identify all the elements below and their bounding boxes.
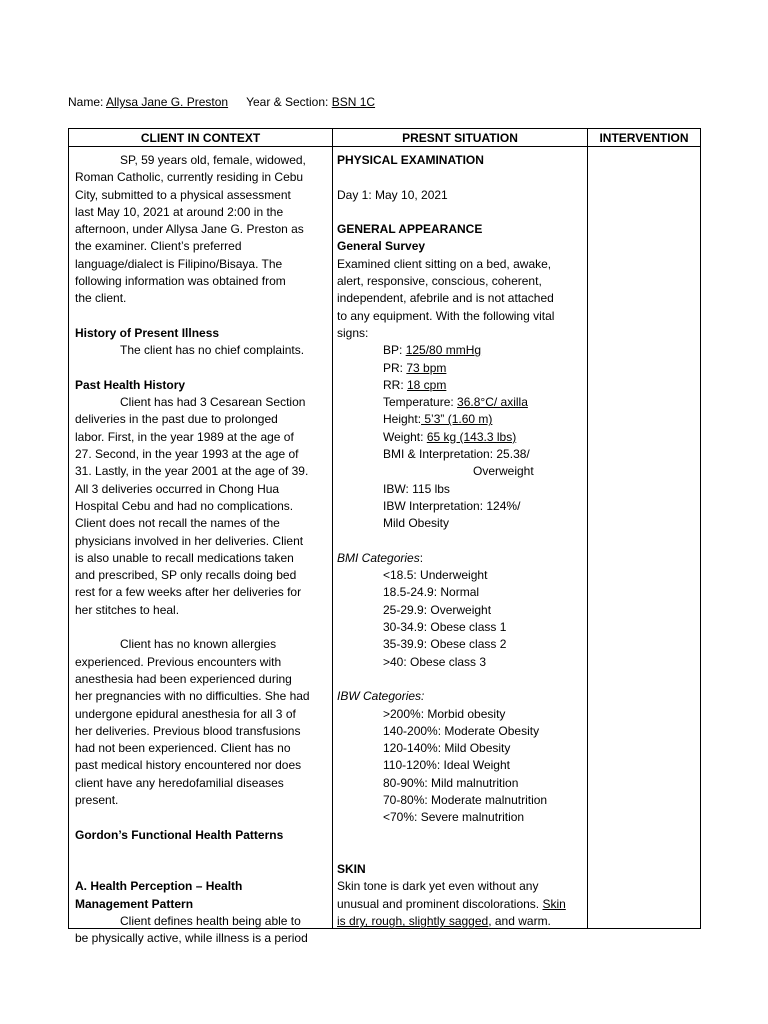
ibw-category: 140-200%: Moderate Obesity (383, 723, 540, 738)
allergy-line: present. (75, 792, 119, 807)
section-value: BSN 1C (331, 95, 376, 109)
pattern-a-heading: A. Health Perception – Health (75, 879, 243, 894)
ibw-category: 80-90%: Mild malnutrition (383, 775, 519, 790)
column-divider-1 (332, 129, 333, 928)
bmi-interpretation-result: Overweight (473, 464, 534, 479)
pattern-a-heading-cont: Management Pattern (75, 896, 194, 911)
allergy-line: her deliveries. Previous blood transfusions (75, 723, 301, 738)
ibw-interpretation: IBW Interpretation: 124%/ (383, 498, 521, 513)
intro-line: SP, 59 years old, female, widowed, (120, 153, 306, 167)
allergy-line: her pregnancies with no difficulties. She had (75, 689, 310, 704)
phh-line: and prescribed, SP only recalls doing bed (75, 568, 297, 583)
column-divider-2 (587, 129, 588, 928)
intro-line: last May 10, 2021 at around 2:00 in the (75, 204, 284, 219)
exam-day: Day 1: May 10, 2021 (337, 187, 448, 202)
skin-line: unusual and prominent discolorations. Skin (337, 896, 566, 911)
ibw-interpretation-result: Mild Obesity (383, 516, 450, 531)
bmi-category: 30-34.9: Obese class 1 (383, 620, 507, 635)
ibw-category: 110-120%: Ideal Weight (383, 758, 510, 773)
phh-line: All 3 deliveries occurred in Chong Hua (75, 481, 280, 496)
skin-line: is dry, rough, slightly sagged, and warm. (337, 914, 551, 929)
phh-line: 31. Lastly, in the year 2001 at the age of 39. (75, 464, 309, 479)
phh-line: deliveries in the past due to prolonged (75, 412, 278, 427)
allergy-line: experienced. Previous encounters with (75, 654, 282, 669)
intro-line: the examiner. Client’s preferred (75, 239, 242, 254)
gs-line: alert, responsive, conscious, coherent, (337, 274, 542, 289)
intro-line: afternoon, under Allysa Jane G. Preston as (75, 222, 304, 237)
name-label: Name: (68, 95, 104, 109)
intro-line: language/dialect is Filipino/Bisaya. The (75, 256, 283, 271)
ga-heading: GENERAL APPEARANCE (337, 222, 483, 237)
ibw-category: >200%: Morbid obesity (383, 706, 506, 721)
allergy-line: anesthesia had been experienced during (75, 671, 292, 686)
ibw-category: <70%: Severe malnutrition (383, 810, 525, 825)
intro-line: the client. (75, 291, 127, 306)
vital-rr: RR: 18 cpm (383, 377, 447, 392)
bmi-category: <18.5: Underweight (383, 568, 488, 583)
pe-heading: PHYSICAL EXAMINATION (337, 153, 484, 167)
assessment-table (68, 128, 701, 946)
bmi-category: 35-39.9: Obese class 2 (383, 637, 507, 652)
header-present-situation: PRESNT SITUATION (402, 131, 518, 145)
phh-line: rest for a few weeks after her deliveries for (75, 585, 302, 600)
skin-heading: SKIN (337, 862, 366, 877)
phh-line: Client has had 3 Cesarean Section (120, 395, 306, 410)
phh-line: labor. First, in the year 1989 at the age of (75, 429, 294, 444)
phh-line: Client does not recall the names of the (75, 516, 280, 531)
pattern-a-line: be physically active, while illness is a period (75, 931, 308, 946)
intervention-column (592, 152, 696, 928)
hpi-text: The client has no chief complaints. (120, 343, 305, 358)
header-client-in-context: CLIENT IN CONTEXT (140, 131, 261, 145)
pattern-a-line: Client defines health being able to (120, 914, 301, 929)
bmi-category: >40: Obese class 3 (383, 654, 487, 669)
gs-line: signs: (337, 325, 369, 340)
vital-weight: Weight: 65 kg (143.3 lbs) (383, 429, 517, 444)
client-in-context-column (75, 152, 329, 946)
ibw-categories-heading: IBW Categories: (337, 689, 425, 704)
phh-line: Hospital Cebu and had no complications. (75, 498, 294, 513)
allergy-line: client have any heredofamilial diseases (75, 775, 284, 790)
bmi-categories-heading: BMI Categories: (337, 550, 424, 565)
phh-heading: Past Health History (75, 377, 186, 392)
bmi-interpretation: BMI & Interpretation: 25.38/ (383, 447, 530, 462)
ibw-category: 120-140%: Mild Obesity (383, 741, 511, 756)
ibw-value: IBW: 115 lbs (383, 481, 450, 496)
gs-heading: General Survey (337, 239, 426, 254)
phh-line: 27. Second, in the year 1993 at the age of (75, 447, 299, 462)
section-label: Year & Section: (246, 95, 329, 109)
intro-line: Roman Catholic, currently residing in Cebu (75, 170, 304, 185)
allergy-line: past medical history encountered nor does (75, 758, 302, 773)
ibw-category: 70-80%: Moderate malnutrition (383, 792, 548, 807)
intro-line: City, submitted to a physical assessment (75, 187, 291, 202)
gs-line: Examined client sitting on a bed, awake, (337, 256, 552, 271)
gs-line: to any equipment. With the following vital (337, 308, 555, 323)
bmi-category: 25-29.9: Overweight (383, 602, 492, 617)
allergy-line: Client has no known allergies (120, 637, 277, 652)
header-intervention: INTERVENTION (599, 131, 689, 145)
bmi-category: 18.5-24.9: Normal (383, 585, 480, 600)
allergy-line: had not been experienced. Client has no (75, 741, 291, 756)
gs-line: independent, afebrile and is not attached (337, 291, 554, 306)
phh-line: her stitches to heal. (75, 602, 180, 617)
intro-line: following information was obtained from (75, 274, 286, 289)
phh-line: physicians involved in her deliveries. Client (75, 533, 304, 548)
present-situation-column (337, 152, 585, 928)
vital-height: Height: 5’3” (1.60 m) (383, 412, 493, 427)
name-value: Allysa Jane G. Preston (106, 95, 229, 109)
vital-bp: BP: 125/80 mmHg (383, 343, 482, 358)
vital-temperature: Temperature: 36.8°C/ axilla (383, 395, 528, 410)
allergy-line: undergone epidural anesthesia for all 3 of (75, 706, 296, 721)
hpi-heading: History of Present Illness (75, 325, 220, 340)
document-header (68, 94, 375, 110)
skin-line: Skin tone is dark yet even without any (337, 879, 539, 894)
phh-line: is also unable to recall medications taken (75, 550, 294, 565)
vital-pr: PR: 73 bpm (383, 360, 447, 375)
gordon-heading: Gordon’s Functional Health Patterns (75, 827, 284, 842)
